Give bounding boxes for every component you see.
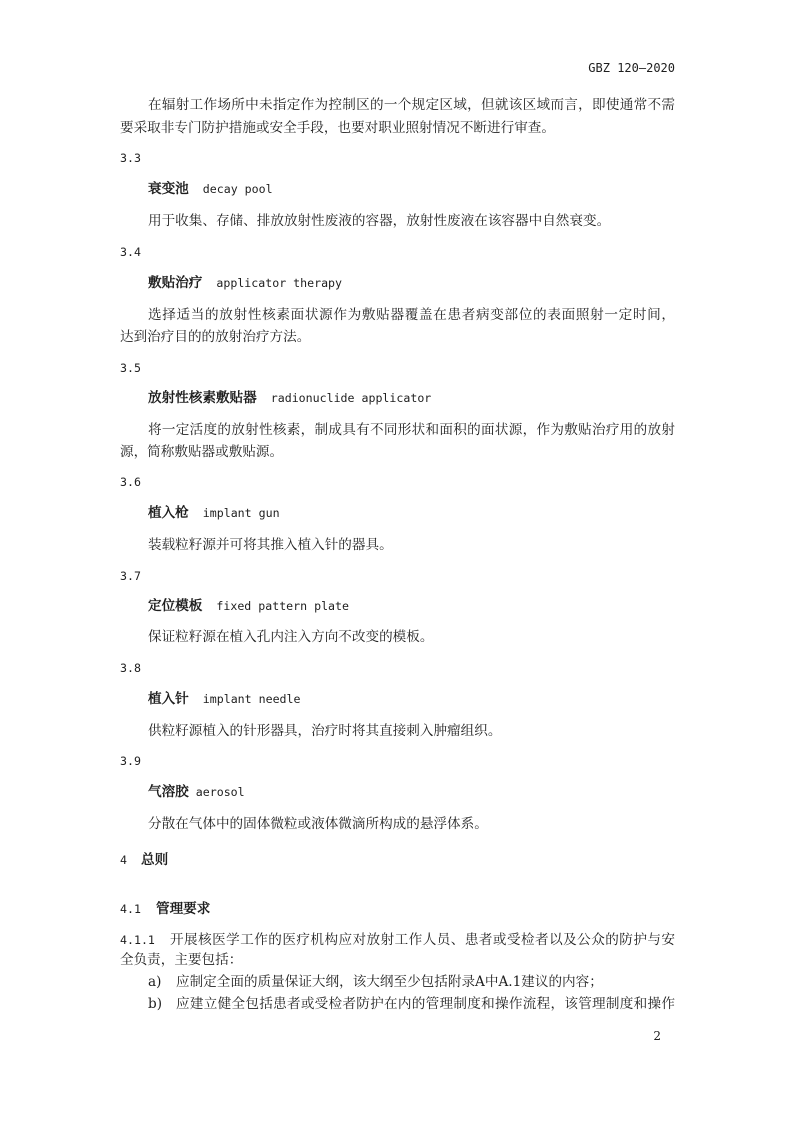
clause-number: 4.1.1 [120, 933, 155, 947]
definition-line: 分散在气体中的固体微粒或液体微滴所构成的悬浮体系。 [148, 816, 488, 832]
definition-line: 选择适当的放射性核素面状源作为敷贴器覆盖在患者病变部位的表面照射一定时间， [148, 307, 675, 323]
list-item [148, 971, 603, 993]
definition-line: 供粒籽源植入的针形器具，治疗时将其直接刺入肿瘤组织。 [148, 723, 502, 739]
term-heading [148, 387, 431, 409]
clause-number: 3.3 [120, 151, 141, 165]
list-item-text: 应制定全面的质量保证大纲，该大纲至少包括附录A中A.1建议的内容； [176, 974, 603, 990]
term-heading [148, 595, 349, 617]
definition-line: 保证粒籽源在植入孔内注入方向不改变的模板。 [148, 629, 434, 645]
definition-line: 装载粒籽源并可将其推入植入针的器具。 [148, 537, 393, 553]
term-en: radionuclide applicator [270, 391, 432, 405]
clause-line [120, 929, 675, 951]
section-title: 总则 [141, 852, 169, 868]
term-heading [148, 781, 245, 803]
definition-line: 用于收集、存储、排放放射性废液的容器，放射性废液在该容器中自然衰变。 [148, 213, 611, 229]
term-en: fixed pattern plate [216, 599, 349, 613]
term-heading [148, 502, 280, 524]
list-marker: a) [148, 974, 162, 990]
term-en: aerosol [195, 785, 245, 799]
intro-line: 在辐射工作场所中未指定作为控制区的一个规定区域，但就该区域而言，即使通常不需 [148, 97, 675, 113]
term-zh: 植入枪 [148, 505, 189, 521]
list-item [148, 993, 675, 1015]
section-number: 4 [120, 853, 127, 867]
term-en: implant gun [202, 506, 280, 520]
term-zh: 定位模板 [148, 598, 203, 614]
term-zh: 气溶胶 [148, 784, 189, 800]
clause-number: 3.9 [120, 754, 141, 768]
term-en: applicator therapy [216, 276, 343, 290]
intro-line: 要采取非专门防护措施或安全手段，也要对职业照射情况不断进行审查。 [120, 120, 555, 136]
term-heading [148, 688, 301, 710]
term-zh: 放射性核素敷贴器 [148, 390, 257, 406]
clause-number: 3.8 [120, 661, 141, 675]
clause-line: 全负责，主要包括： [120, 952, 243, 968]
term-heading [148, 272, 342, 294]
term-heading [148, 178, 273, 200]
definition-line: 源，简称敷贴器或敷贴源。 [120, 444, 284, 460]
definition-line: 将一定活度的放射性核素，制成具有不同形状和面积的面状源，作为敷贴治疗用的放射 [148, 422, 675, 438]
subsection-number: 4.1 [120, 902, 141, 916]
clause-number: 3.4 [120, 245, 141, 259]
term-en: implant needle [202, 692, 301, 706]
standard-code-header: GBZ 120—2020 [588, 61, 675, 75]
clause-number: 3.5 [120, 361, 141, 375]
term-zh: 衰变池 [148, 181, 189, 197]
clause-number: 3.6 [120, 475, 141, 489]
clause-text: 开展核医学工作的医疗机构应对放射工作人员、患者或受检者以及公众的防护与安 [170, 932, 675, 948]
subsection-heading [120, 898, 210, 920]
list-marker: b) [148, 996, 163, 1012]
list-item-text: 应建立健全包括患者或受检者防护在内的管理制度和操作流程，该管理制度和操作 [176, 996, 675, 1012]
section-heading [120, 849, 168, 871]
term-zh: 敷贴治疗 [148, 275, 203, 291]
term-en: decay pool [202, 182, 273, 196]
subsection-title: 管理要求 [156, 901, 211, 917]
definition-line: 达到治疗目的的放射治疗方法。 [120, 329, 311, 345]
clause-number: 3.7 [120, 569, 141, 583]
term-zh: 植入针 [148, 691, 189, 707]
page-number: 2 [653, 1029, 661, 1043]
